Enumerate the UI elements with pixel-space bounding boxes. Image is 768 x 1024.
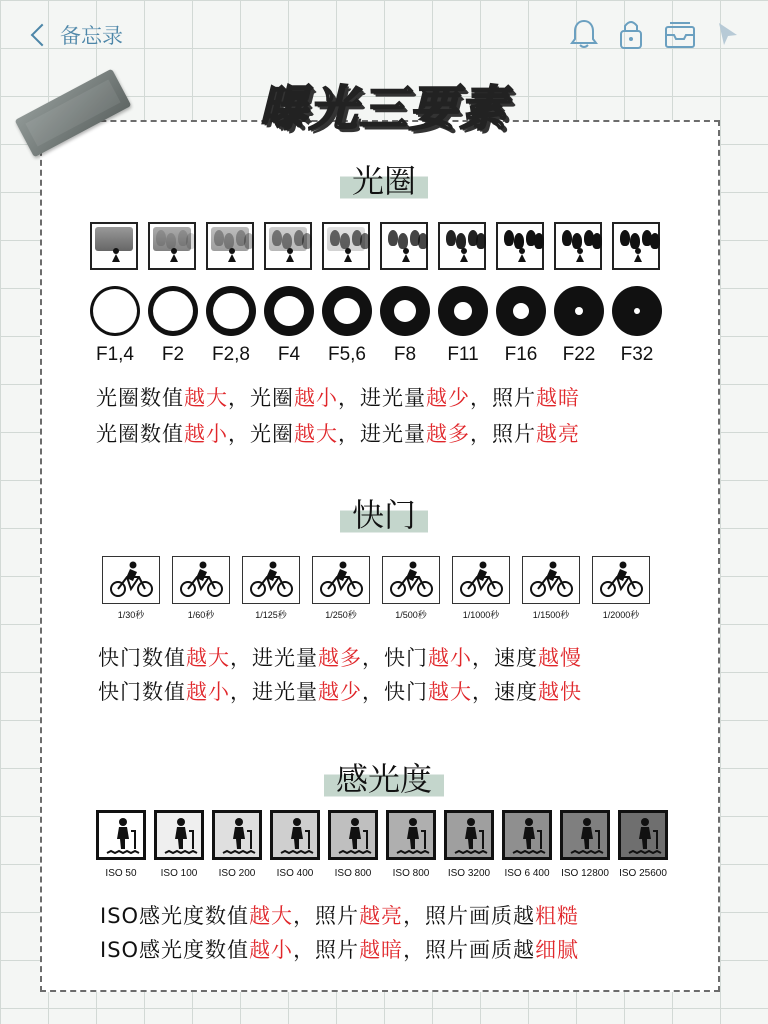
- iso-noise-icon: [386, 810, 436, 860]
- f-stop-label: F22: [562, 344, 596, 365]
- depth-of-field-icon: [148, 222, 196, 270]
- iso-value-label: ISO 50: [105, 868, 137, 879]
- iso-noise-icon: [96, 810, 146, 860]
- send-icon[interactable]: [716, 19, 740, 49]
- iso-noise-icon: [328, 810, 378, 860]
- toolbar-icons: [570, 18, 740, 50]
- iso-line-2: [100, 934, 579, 964]
- cyclist-icon: [102, 556, 160, 604]
- iso-value-label: ISO 800: [392, 868, 430, 879]
- f-stop-label: F11: [447, 344, 479, 365]
- inbox-icon[interactable]: [664, 19, 696, 49]
- iso-noise-icon: [444, 810, 494, 860]
- chevron-left-icon: [31, 24, 54, 47]
- aperture-line-1: [96, 382, 580, 412]
- depth-of-field-icon: [264, 222, 312, 270]
- iso-noise-icon: [502, 810, 552, 860]
- shutter-speed-label: 1/1000秒: [462, 610, 500, 620]
- iso-value-label: ISO 400: [276, 868, 314, 879]
- aperture-scene-row: [90, 222, 670, 270]
- cyclist-icon: [452, 556, 510, 604]
- highlight-text: 越快: [538, 680, 582, 704]
- highlight-text: 越大: [294, 422, 338, 446]
- iso-value-label: ISO 6 400: [504, 868, 550, 879]
- depth-of-field-icon: [438, 222, 486, 270]
- highlight-text: 越小: [428, 646, 472, 670]
- aperture-icon: [612, 286, 662, 336]
- iso-noise-icon: [154, 810, 204, 860]
- f-stop-label: F1,4: [95, 344, 135, 365]
- iso-noise-icon: [212, 810, 262, 860]
- cyclist-icon: [172, 556, 230, 604]
- highlight-text: 越多: [318, 646, 362, 670]
- aperture-icon: [438, 286, 488, 336]
- line-text: ，照片: [293, 904, 360, 928]
- shutter-icon-row: [102, 556, 662, 604]
- iso-noise-icon: [560, 810, 610, 860]
- shutter-speed-label: 1/60秒: [187, 610, 215, 620]
- cyclist-icon: [312, 556, 370, 604]
- line-text: ISO感光度数值: [100, 938, 250, 962]
- line-text: ，进光量: [338, 422, 426, 446]
- line-text: ，光圈: [228, 422, 294, 446]
- line-text: ISO感光度数值: [100, 904, 250, 928]
- f-stop-label: F32: [620, 344, 654, 365]
- line-text: ，进光量: [230, 680, 318, 704]
- iso-value-label: ISO 25600: [619, 868, 667, 879]
- shutter-line-1: [98, 642, 582, 672]
- iso-noise-icon: [270, 810, 320, 860]
- highlight-text: 越小: [294, 386, 338, 410]
- line-text: ，快门: [362, 646, 428, 670]
- line-text: 光圈数值: [96, 386, 184, 410]
- depth-of-field-icon: [380, 222, 428, 270]
- aperture-icon: [380, 286, 430, 336]
- lock-icon[interactable]: [618, 18, 644, 50]
- depth-of-field-icon: [90, 222, 138, 270]
- highlight-text: 越大: [249, 904, 294, 928]
- iso-value-label: ISO 200: [218, 868, 256, 879]
- cyclist-icon: [522, 556, 580, 604]
- shutter-speed-label: 1/125秒: [255, 610, 287, 620]
- highlight-text: 越慢: [538, 646, 582, 670]
- depth-of-field-icon: [612, 222, 660, 270]
- shutter-title: 快门: [0, 490, 768, 536]
- highlight-text: 越大: [428, 680, 472, 704]
- f-stop-label: F4: [277, 344, 301, 365]
- f-stop-label: F5,6: [327, 344, 367, 365]
- highlight-text: 越小: [249, 938, 294, 962]
- f-stop-label: F2,8: [211, 344, 251, 365]
- highlight-text: 越暗: [536, 386, 580, 410]
- highlight-text: 越大: [184, 386, 228, 410]
- highlight-text: 越小: [184, 422, 228, 446]
- shutter-speed-label: 1/250秒: [325, 610, 357, 620]
- f-stop-label: F16: [504, 344, 538, 365]
- line-text: ，进光量: [230, 646, 318, 670]
- f-stop-label: F8: [393, 344, 417, 365]
- line-text: ，光圈: [228, 386, 294, 410]
- highlight-text: 粗糙: [535, 904, 580, 928]
- aperture-icon: [264, 286, 314, 336]
- shutter-line-2: [98, 676, 582, 706]
- shutter-speed-label: 1/500秒: [395, 610, 427, 620]
- line-text: ，进光量: [338, 386, 426, 410]
- iso-value-label: ISO 100: [160, 868, 198, 879]
- back-label: 备忘录: [60, 24, 123, 48]
- line-text: ，速度: [472, 680, 538, 704]
- line-text: 光圈数值: [96, 422, 184, 446]
- aperture-icon: [206, 286, 256, 336]
- iso-line-1: [100, 900, 579, 930]
- iso-title: 感光度: [0, 754, 768, 800]
- aperture-line-2: [96, 418, 580, 448]
- aperture-icon: [148, 286, 198, 336]
- line-text: ，照片: [293, 938, 360, 962]
- top-bar: [0, 0, 768, 68]
- depth-of-field-icon: [206, 222, 254, 270]
- line-text: ，照片: [470, 422, 536, 446]
- highlight-text: 越多: [426, 422, 470, 446]
- highlight-text: 越亮: [359, 904, 404, 928]
- iso-value-label: ISO 12800: [561, 868, 609, 879]
- aperture-icon: [322, 286, 372, 336]
- line-text: 快门数值: [98, 680, 186, 704]
- cyclist-icon: [382, 556, 440, 604]
- depth-of-field-icon: [496, 222, 544, 270]
- bell-icon[interactable]: [570, 18, 598, 50]
- iso-noise-icon: [618, 810, 668, 860]
- shutter-speed-label: 1/2000秒: [602, 610, 640, 620]
- line-text: ，照片画质越: [403, 938, 536, 962]
- iso-icon-row: [96, 810, 676, 860]
- highlight-text: 越暗: [359, 938, 404, 962]
- highlight-text: 越小: [186, 680, 230, 704]
- line-text: ，照片画质越: [403, 904, 536, 928]
- highlight-text: 细腻: [535, 938, 580, 962]
- depth-of-field-icon: [554, 222, 602, 270]
- line-text: ，照片: [470, 386, 536, 410]
- line-text: ，速度: [472, 646, 538, 670]
- aperture-icon-row: [90, 286, 670, 336]
- line-text: ，快门: [362, 680, 428, 704]
- highlight-text: 越亮: [536, 422, 580, 446]
- cyclist-icon: [242, 556, 300, 604]
- highlight-text: 越少: [426, 386, 470, 410]
- line-text: 快门数值: [98, 646, 186, 670]
- highlight-text: 越少: [318, 680, 362, 704]
- highlight-text: 越大: [186, 646, 230, 670]
- cyclist-icon: [592, 556, 650, 604]
- depth-of-field-icon: [322, 222, 370, 270]
- aperture-icon: [496, 286, 546, 336]
- iso-value-label: ISO 800: [334, 868, 372, 879]
- shutter-speed-label: 1/30秒: [117, 610, 145, 620]
- iso-value-label: ISO 3200: [447, 868, 491, 879]
- page-title: 曝光三要素: [258, 81, 509, 137]
- shutter-speed-label: 1/1500秒: [532, 610, 570, 620]
- back-button[interactable]: [28, 20, 123, 50]
- aperture-title: 光圈: [0, 156, 768, 202]
- aperture-icon: [90, 286, 140, 336]
- f-stop-label: F2: [161, 344, 185, 365]
- aperture-icon: [554, 286, 604, 336]
